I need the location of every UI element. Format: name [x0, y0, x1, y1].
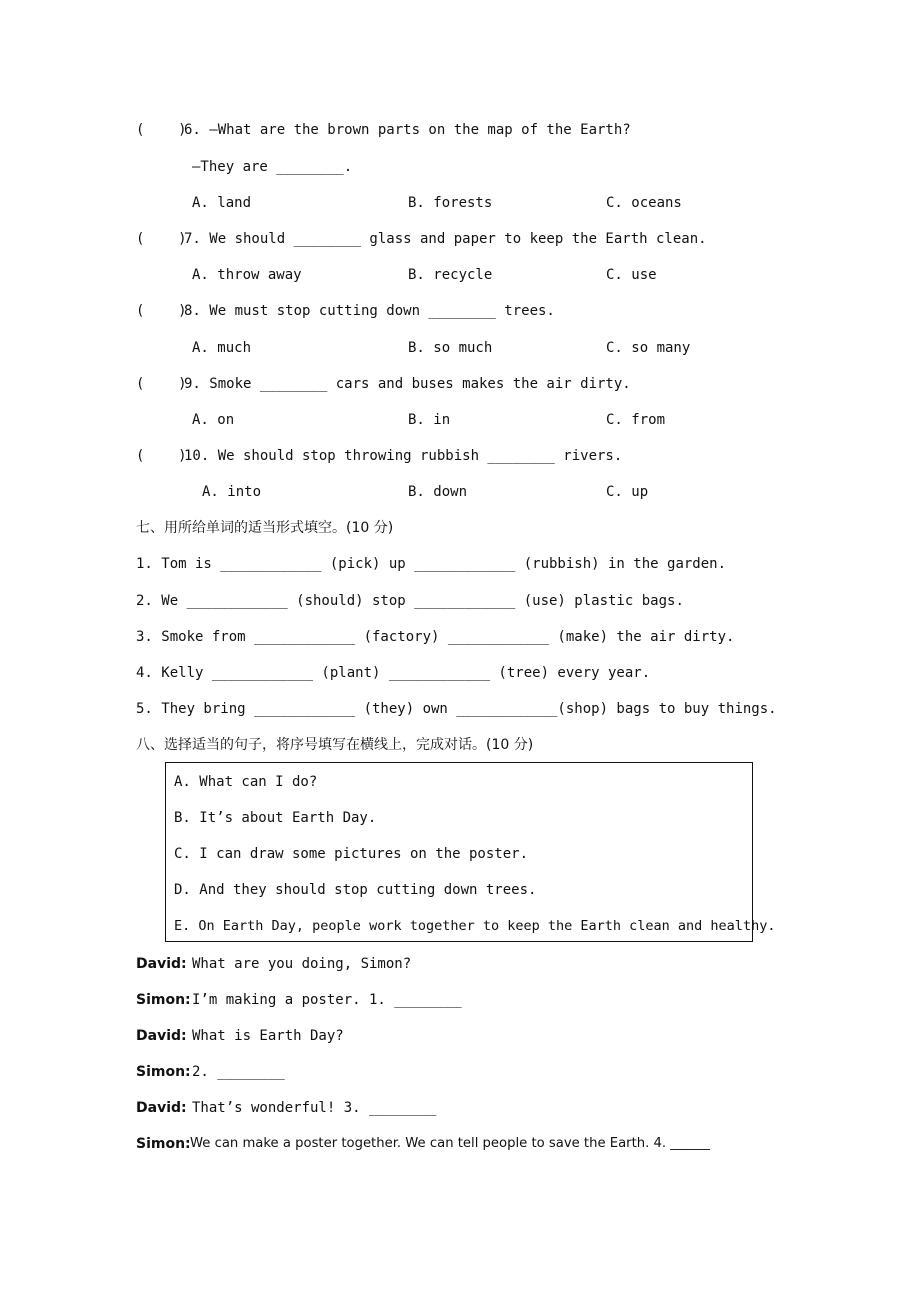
option-a: A. throw away [192, 267, 302, 283]
answer-paren[interactable]: ( ) [136, 376, 187, 392]
answer-paren[interactable]: ( ) [136, 303, 187, 319]
sentence-option: B. It’s about Earth Day. [174, 810, 377, 826]
option-c: C. up [606, 484, 649, 500]
speaker-label: Simon: [136, 1136, 191, 1152]
option-c: C. from [606, 412, 666, 428]
dialogue-text[interactable]: I’m making a poster. 1. ________ [192, 992, 462, 1008]
option-b: B. recycle [408, 267, 493, 283]
fill-blank-item[interactable]: 5. They bring ____________ (they) own ____________(shop) bags to buy things. [136, 701, 777, 717]
dialogue-text: What are you doing, Simon? [192, 956, 412, 972]
fill-blank-item[interactable]: 1. Tom is ____________ (pick) up ____________ (rubbish) in the garden. [136, 556, 727, 572]
dialogue-text[interactable]: We can make a poster together. We can tell people to save the Earth. 4. ______ [190, 1136, 710, 1151]
speaker-label: Simon: [136, 1064, 191, 1080]
speaker-label: Simon: [136, 992, 191, 1008]
fill-blank-item[interactable]: 4. Kelly ____________ (plant) ____________ (tree) every year. [136, 665, 651, 681]
answer-paren[interactable]: ( ) [136, 122, 187, 138]
question-stem: 10. We should stop throwing rubbish ________ rivers. [184, 448, 623, 464]
option-b: B. down [408, 484, 468, 500]
option-a: A. into [202, 484, 262, 500]
sentence-option: A. What can I do? [174, 774, 318, 790]
answer-paren[interactable]: ( ) [136, 231, 187, 247]
option-c: C. oceans [606, 195, 682, 211]
option-c: C. so many [606, 340, 691, 356]
fill-blank-item[interactable]: 3. Smoke from ____________ (factory) ____________ (make) the air dirty. [136, 629, 735, 645]
sentence-option: C. I can draw some pictures on the poster. [174, 846, 529, 862]
question-stem: 7. We should ________ glass and paper to keep the Earth clean. [184, 231, 707, 247]
answer-paren[interactable]: ( ) [136, 448, 187, 464]
option-b: B. in [408, 412, 451, 428]
question-stem: 6. —What are the brown parts on the map of the Earth? [184, 122, 631, 138]
section-heading: 八、选择适当的句子，将序号填写在横线上，完成对话。(10 分) [136, 737, 534, 753]
option-b: B. so much [408, 340, 493, 356]
option-a: A. land [192, 195, 252, 211]
option-c: C. use [606, 267, 657, 283]
sentence-option: E. On Earth Day, people work together to keep the Earth clean and healthy. [174, 918, 776, 934]
speaker-label: David: [136, 1100, 187, 1116]
speaker-label: David: [136, 1028, 187, 1044]
dialogue-text: What is Earth Day? [192, 1028, 344, 1044]
question-stem: 9. Smoke ________ cars and buses makes the air dirty. [184, 376, 631, 392]
question-stem: 8. We must stop cutting down ________ trees. [184, 303, 555, 319]
dialogue-text[interactable]: That’s wonderful! 3. ________ [192, 1100, 437, 1116]
sentence-option: D. And they should stop cutting down trees. [174, 882, 537, 898]
fill-blank-item[interactable]: 2. We ____________ (should) stop ____________ (use) plastic bags. [136, 593, 684, 609]
option-a: A. much [192, 340, 252, 356]
option-b: B. forests [408, 195, 493, 211]
dialogue-text[interactable]: 2. ________ [192, 1064, 285, 1080]
question-stem-line2: —They are ________. [192, 159, 353, 175]
speaker-label: David: [136, 956, 187, 972]
section-heading: 七、用所给单词的适当形式填空。(10 分) [136, 520, 394, 536]
option-a: A. on [192, 412, 235, 428]
